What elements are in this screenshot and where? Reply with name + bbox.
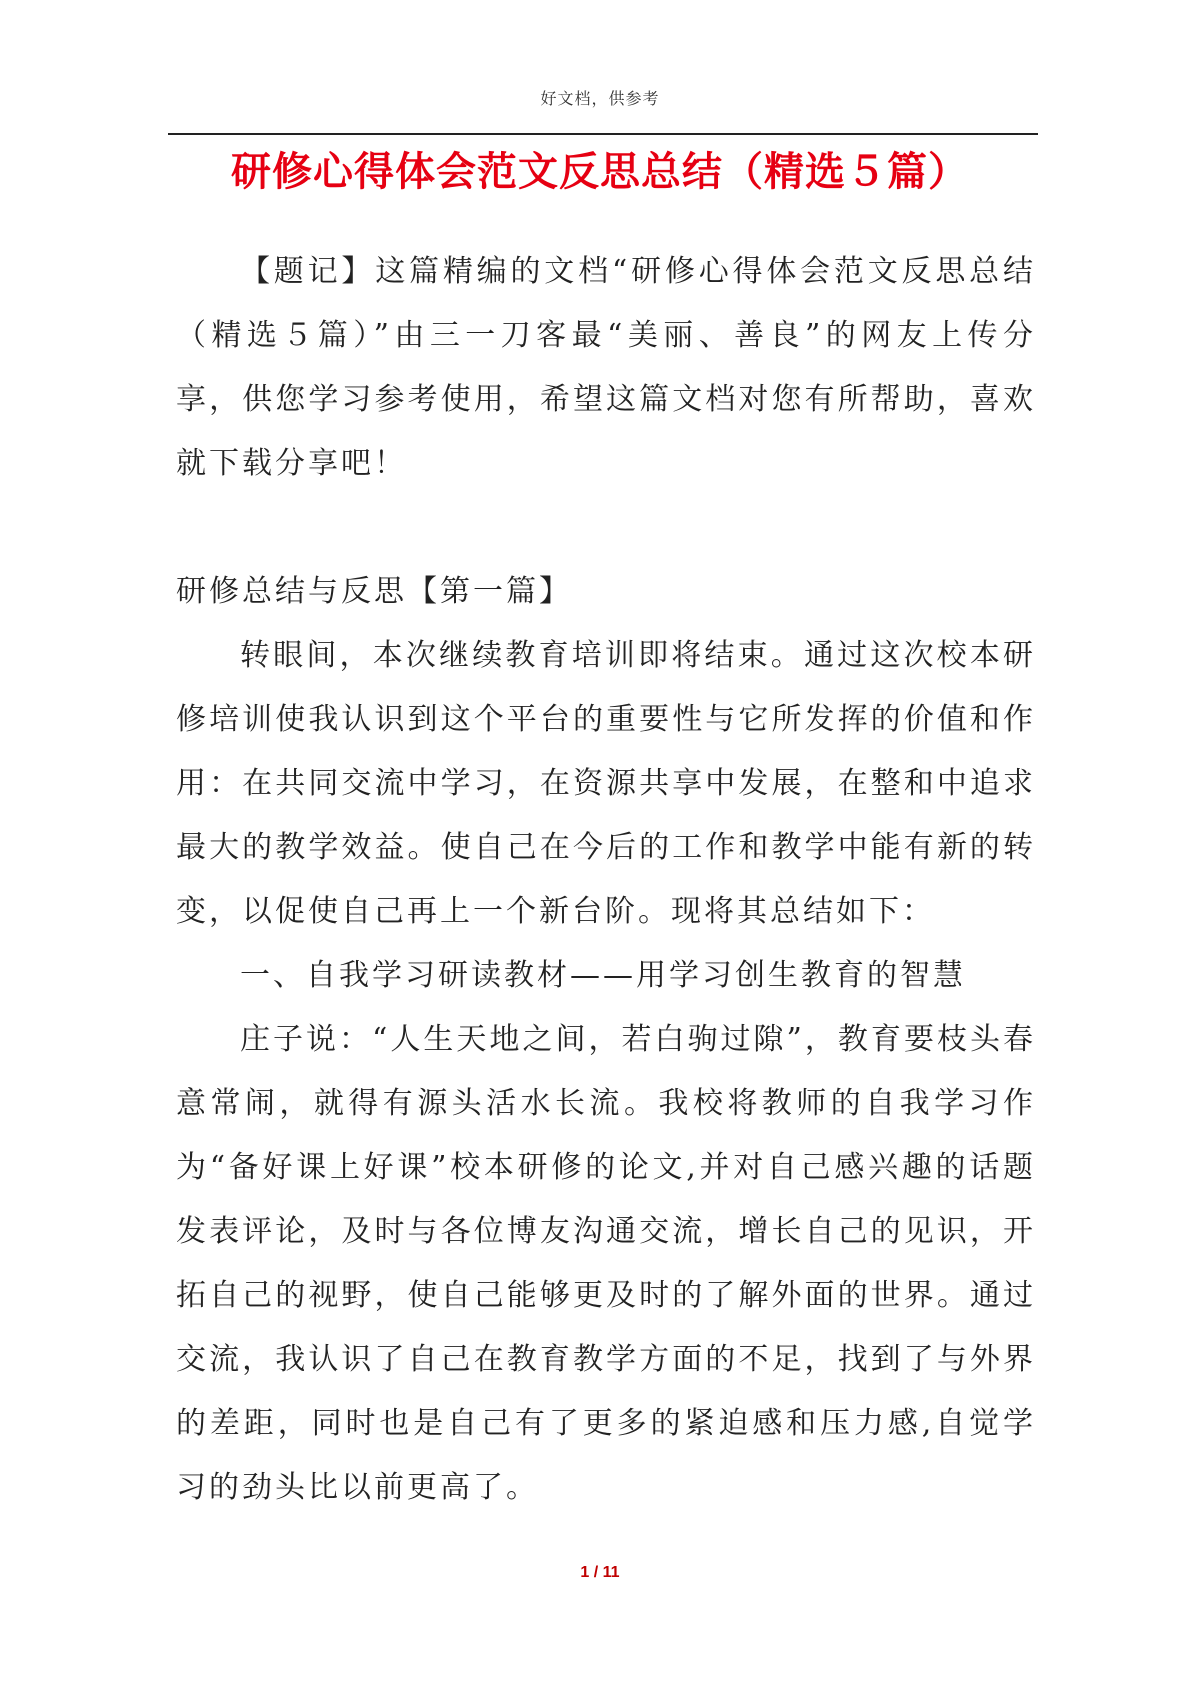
header-note: 好文档，供参考 [540,89,660,108]
body-paragraph: 转眼间，本次继续教育培训即将结束。通过这次校本研修培训使我认识到这个平台的重要性与它所发挥的价值和作用：在共同交流中学习，在资源共享中发展，在整和中追求最大的教学效益。使自己在今后的工作和教学中能有新的转变，以促使自己再上一个新台阶。现将其总结如下： [176,638,1036,929]
page-indicator: 1 / 11 [580,1564,620,1581]
subsection-heading: 一、自我学习研读教材——用学习创生教育的智慧 [240,958,966,993]
document-title: 研修心得体会范文反思总结（精选５篇） [231,148,969,195]
document-body [176,240,1036,1520]
intro-paragraph: 【题记】这篇精编的文档“研修心得体会范文反思总结（精选５篇）”由三一刀客最“美丽、善良”的网友上传分享，供您学习参考使用，希望这篇文档对您有所帮助，喜欢就下载分享吧！ [176,254,1036,481]
section-heading: 研修总结与反思【第一篇】 [176,574,572,609]
header-divider [168,133,1038,135]
body-paragraph: 庄子说：“人生天地之间，若白驹过隙”，教育要枝头春意常闹，就得有源头活水长流。我校将教师的自我学习作为“备好课上好课”校本研修的论文,并对自己感兴趣的话题发表评论，及时与各位博友沟通交流，增长自己的见识，开拓自己的视野，使自己能够更及时的了解外面的世界。通过交流，我认识了自己在教育教学方面的不足，找到了与外界的差距，同时也是自己有了更多的紧迫感和压力感,自觉学习的劲头比以前更高了。 [176,1022,1036,1505]
